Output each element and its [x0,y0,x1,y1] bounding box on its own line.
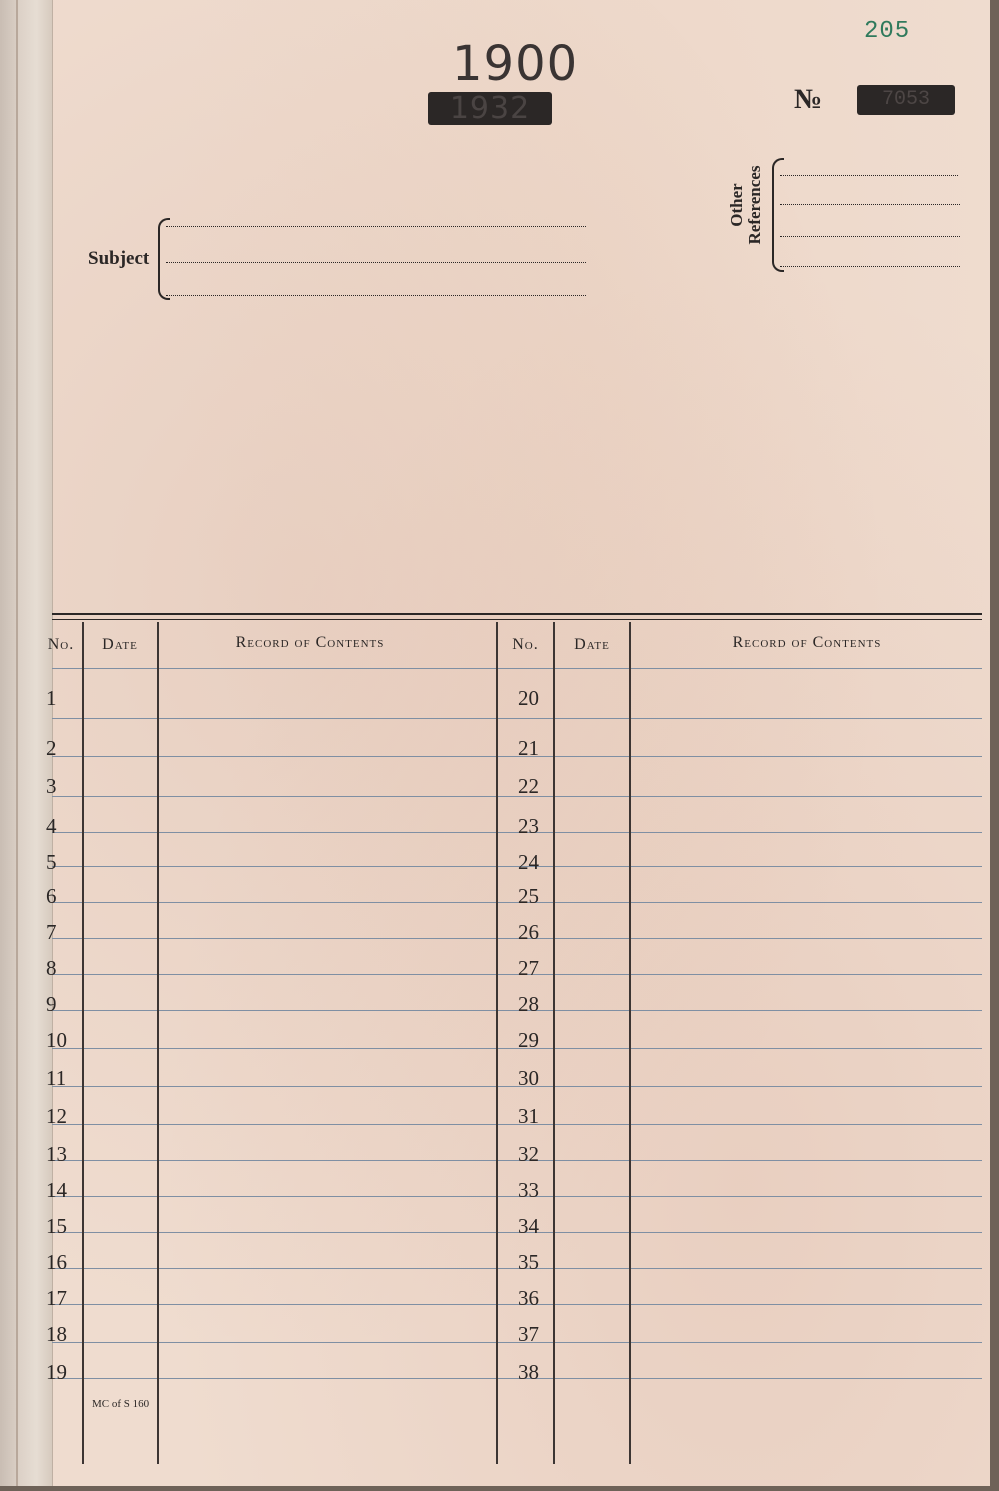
row-number-right: 36 [518,1286,539,1310]
file-number-value: 7053 [857,85,955,115]
row-number-left: 9 [46,992,57,1016]
table-top-rule [52,613,982,615]
header-date-right: Date [574,636,610,653]
subject-label: Subject [88,248,150,269]
other-references-line2: References [745,165,764,245]
row-number-left: 6 [46,884,57,908]
row-rule [52,938,982,939]
row-number-right: 20 [518,686,539,710]
row-rule [52,718,982,719]
row-number-left: 4 [46,814,57,838]
col-divider-no-date-left [82,622,84,1464]
col-divider-center [496,622,498,1464]
row-rule [52,866,982,867]
subject-line-1[interactable] [166,226,586,227]
row-number-left: 3 [46,774,57,798]
row-number-right: 25 [518,884,539,908]
row-number-right: 24 [518,850,539,874]
row-number-right: 31 [518,1104,539,1128]
row-number-left: 8 [46,956,57,980]
header-no-left: No. [47,636,75,653]
subject-brace [158,218,170,300]
spine-edge-line [16,0,18,1486]
row-rule [52,1160,982,1161]
row-rule [52,1196,982,1197]
year-redacted: 1932 [428,92,552,125]
other-ref-line-2[interactable] [780,204,960,205]
row-rule [52,1048,982,1049]
row-rule [52,756,982,757]
other-ref-line-4[interactable] [780,266,960,267]
row-number-left: 2 [46,736,57,760]
header-date-left: Date [102,636,138,653]
row-number-left: 10 [46,1028,67,1052]
header-no-right: No. [512,636,539,653]
row-number-left: 16 [46,1250,67,1274]
row-number-left: 7 [46,920,57,944]
row-number-right: 37 [518,1322,539,1346]
row-rule [52,974,982,975]
row-number-left: 18 [46,1322,67,1346]
row-number-left: 13 [46,1142,67,1166]
header-record-left: Record of Contents [235,634,385,651]
row-rule [52,1268,982,1269]
row-rule [52,796,982,797]
row-number-left: 19 [46,1360,67,1384]
header-record-right: Record of Contents [732,634,882,651]
row-number-left: 1 [46,686,57,710]
row-number-right: 26 [518,920,539,944]
row-number-left: 17 [46,1286,67,1310]
row-number-right: 23 [518,814,539,838]
other-ref-line-3[interactable] [780,236,960,237]
row-rule [52,668,982,669]
row-rule [52,1378,982,1379]
row-number-left: 14 [46,1178,67,1202]
row-number-right: 33 [518,1178,539,1202]
row-rule [52,1342,982,1343]
subject-line-2[interactable] [166,262,586,263]
col-divider-date-record-left [157,622,159,1464]
row-number-right: 35 [518,1250,539,1274]
stamp-number: 205 [864,18,911,45]
row-number-right: 34 [518,1214,539,1238]
row-number-right: 30 [518,1066,539,1090]
other-references-line1: Other [727,183,746,227]
row-number-right: 21 [518,736,539,760]
row-rule [52,832,982,833]
row-number-right: 29 [518,1028,539,1052]
row-rule [52,1010,982,1011]
subject-line-3[interactable] [166,295,586,296]
row-number-right: 28 [518,992,539,1016]
table-top-rule-2 [52,619,982,620]
row-rule [52,1304,982,1305]
other-references-label [728,150,764,260]
col-divider-date-record-right [629,622,631,1464]
row-rule [52,1232,982,1233]
row-number-left: 12 [46,1104,67,1128]
row-number-left: 15 [46,1214,67,1238]
row-number-left: 11 [46,1066,67,1090]
row-rule [52,1124,982,1125]
row-number-right: 27 [518,956,539,980]
row-number-right: 38 [518,1360,539,1384]
row-rule [52,902,982,903]
row-number-left: 5 [46,850,57,874]
form-code: MC of S 160 [92,1398,150,1410]
file-number-label: № [794,84,823,115]
row-rule [52,1086,982,1087]
col-divider-no-date-right [553,622,555,1464]
row-number-right: 32 [518,1142,539,1166]
year-top: 1900 [452,36,579,92]
row-number-right: 22 [518,774,539,798]
other-ref-line-1[interactable] [780,175,958,176]
